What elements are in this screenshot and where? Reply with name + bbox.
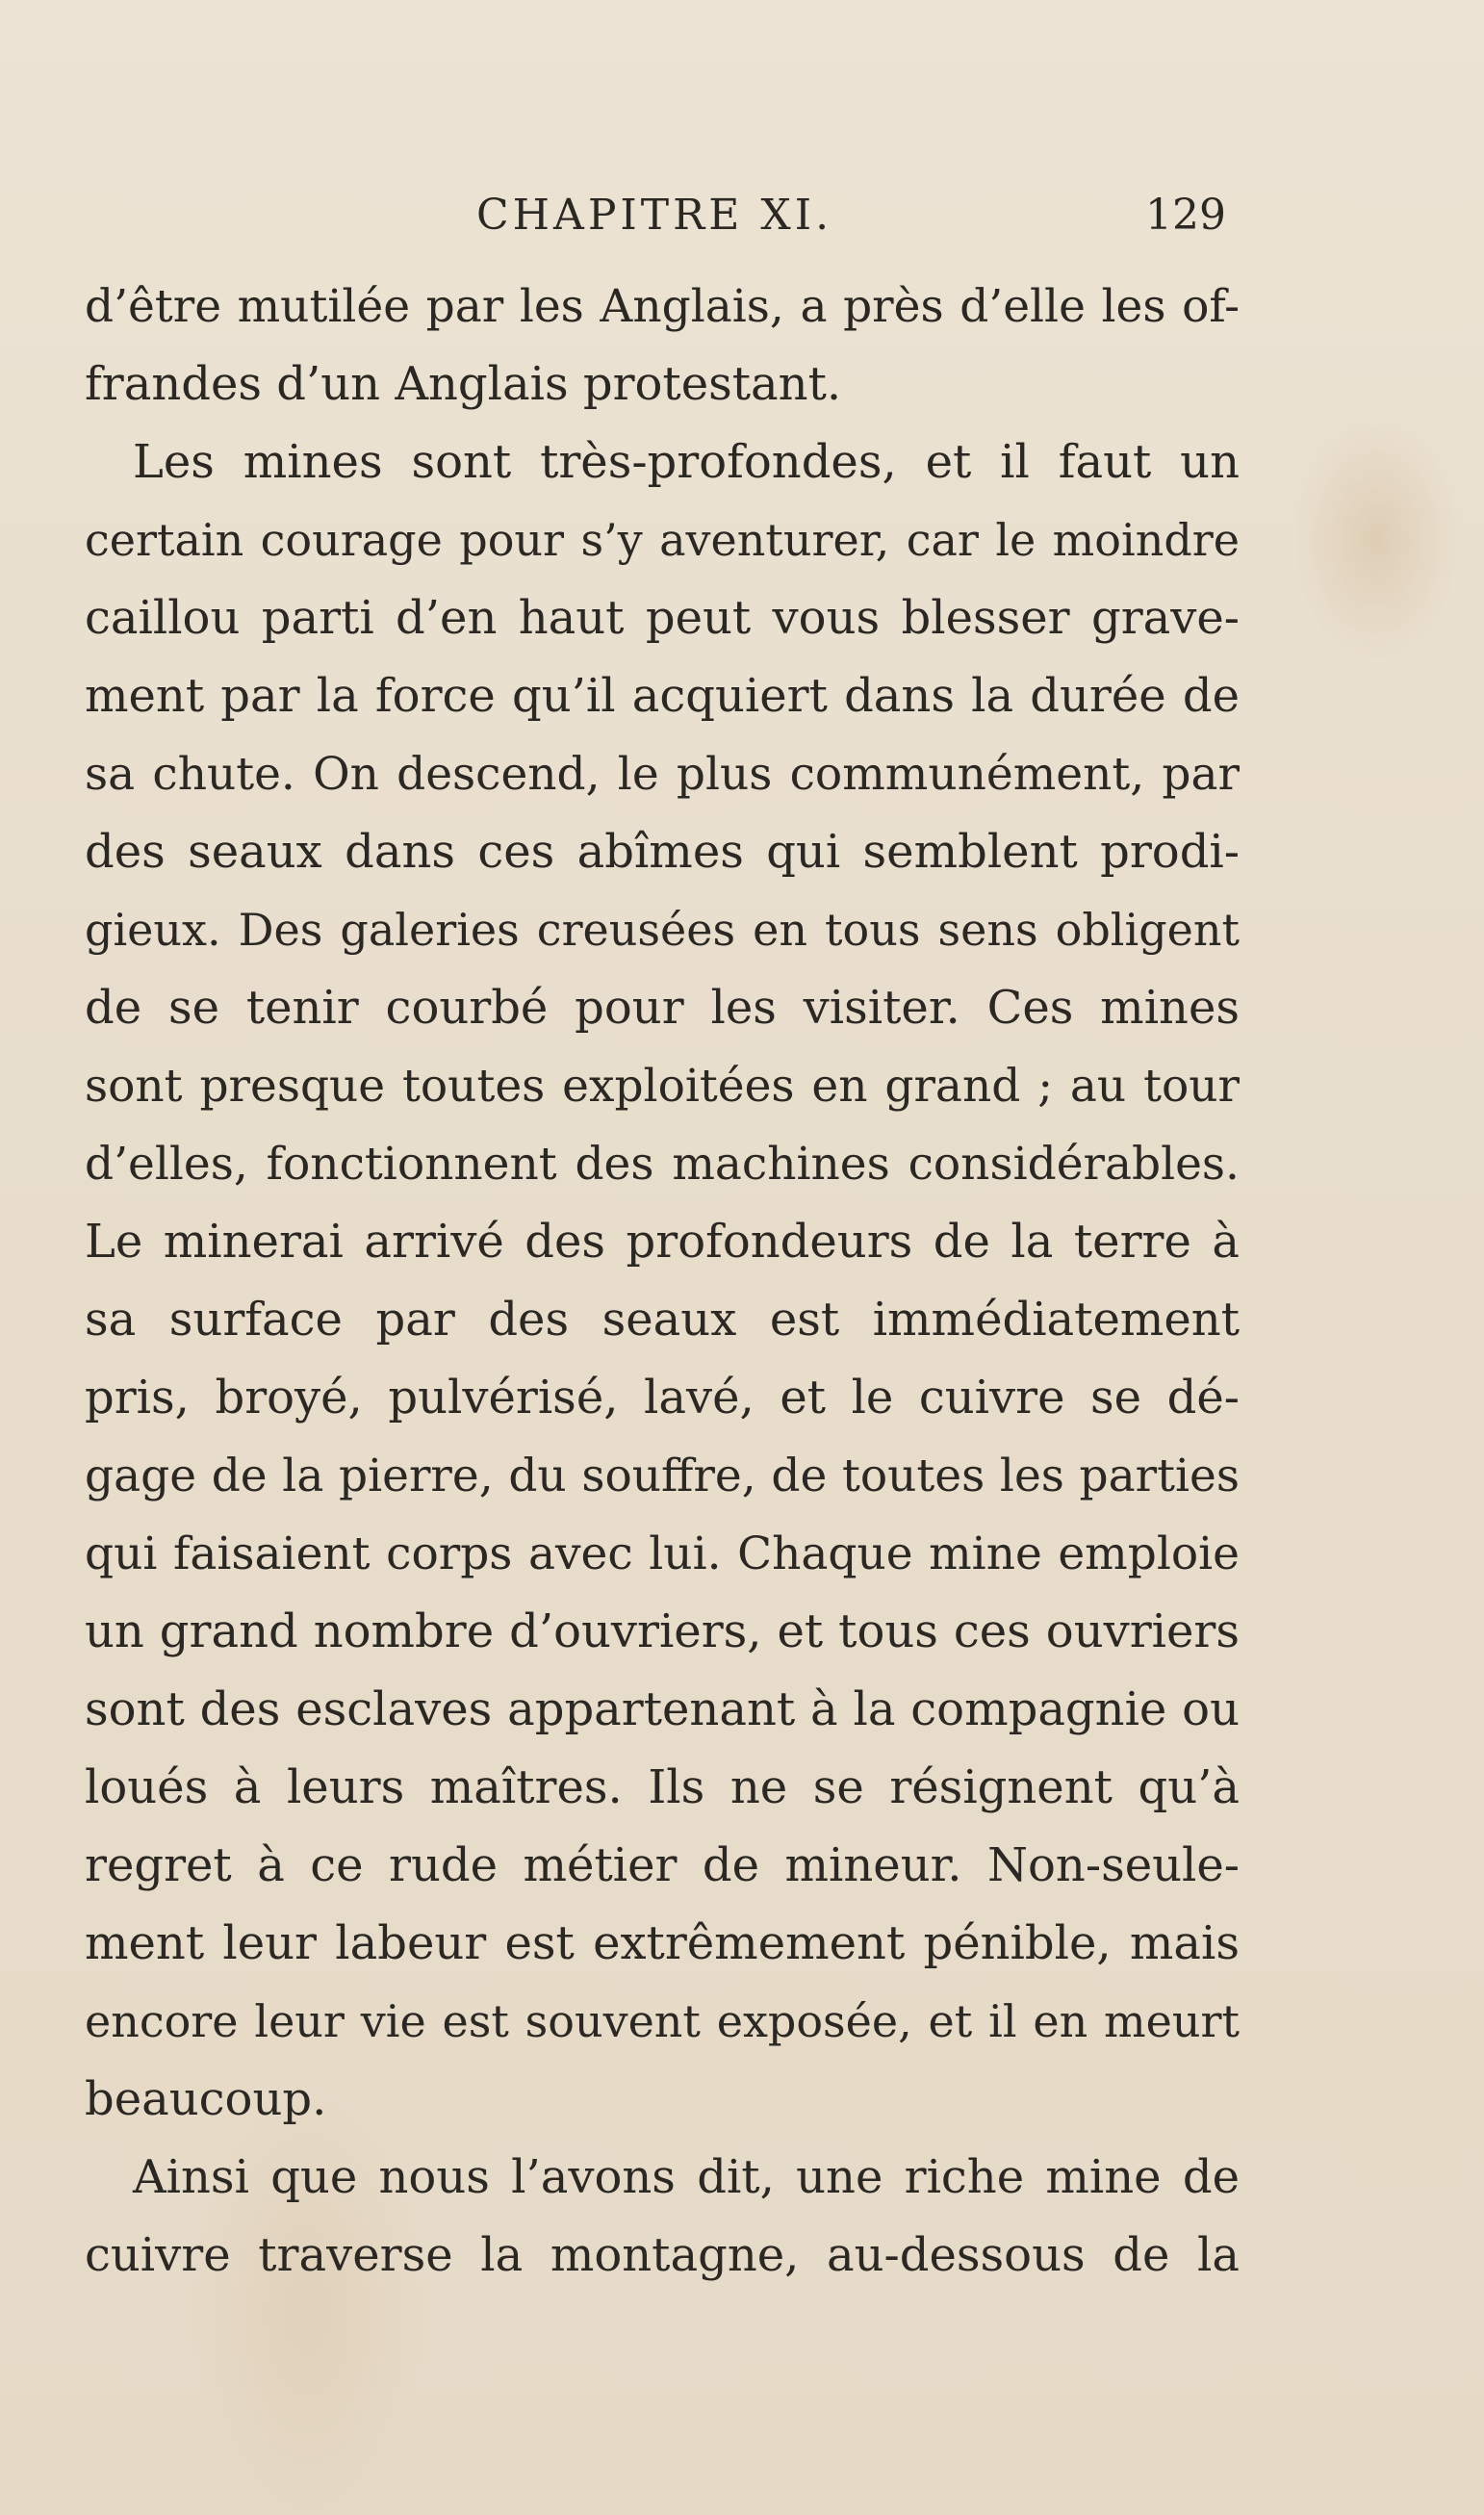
- text-line: des seaux dans ces abîmes qui semblent prodi-: [85, 825, 1240, 879]
- text-line: cuivre traverse la montagne, au-dessous de la: [85, 2228, 1240, 2282]
- text-line: sont presque toutes exploitées en grand ; au tour: [85, 1060, 1240, 1113]
- text-line: d’être mutilée par les Anglais, a près d’elle les of-: [85, 280, 1240, 333]
- text-line: loués à leurs maîtres. Ils ne se résignent qu’à: [85, 1760, 1240, 1814]
- text-line: beaucoup.: [85, 2072, 327, 2126]
- body-text: [85, 268, 1240, 2295]
- text-line: ment par la force qu’il acquiert dans la durée de: [85, 669, 1240, 723]
- text-line: qui faisaient corps avec lui. Chaque mine emploie: [85, 1527, 1240, 1580]
- text-line: Le minerai arrivé des profondeurs de la terre à: [85, 1215, 1240, 1269]
- running-head: [0, 191, 1484, 248]
- text-line: sont des esclaves appartenant à la compagnie ou: [85, 1682, 1240, 1736]
- text-line: frandes d’un Anglais protestant.: [85, 357, 842, 411]
- text-line: Ainsi que nous l’avons dit, une riche mine de: [133, 2150, 1240, 2204]
- text-line: regret à ce rude métier de mineur. Non-seule-: [85, 1838, 1240, 1892]
- text-line: certain courage pour s’y aventurer, car le moindre: [85, 514, 1240, 566]
- text-line: d’elles, fonctionnent des machines considérables.: [85, 1138, 1240, 1191]
- text-line: gage de la pierre, du souffre, de toutes les parties: [85, 1450, 1240, 1502]
- text-line: sa chute. On descend, le plus communément, par: [85, 748, 1240, 801]
- text-line: ment leur labeur est extrêmement pénible, mais: [85, 1916, 1240, 1970]
- text-line: de se tenir courbé pour les visiter. Ces mines: [85, 981, 1240, 1035]
- page-number: 129: [1145, 191, 1226, 240]
- text-line: gieux. Des galeries creusées en tous sens obligent: [85, 904, 1240, 956]
- chapter-title: CHAPITRE XI.: [476, 191, 833, 240]
- text-line: caillou parti d’en haut peut vous blesser grave-: [85, 591, 1240, 645]
- text-line: encore leur vie est souvent exposée, et il en meurt: [85, 1995, 1240, 2047]
- text-line: un grand nombre d’ouvriers, et tous ces ouvriers: [85, 1604, 1240, 1658]
- text-line: Les mines sont très-profondes, et il faut un: [133, 435, 1240, 489]
- text-line: sa surface par des seaux est immédiatement: [85, 1293, 1240, 1347]
- text-line: pris, broyé, pulvérisé, lavé, et le cuivre se dé-: [85, 1371, 1240, 1424]
